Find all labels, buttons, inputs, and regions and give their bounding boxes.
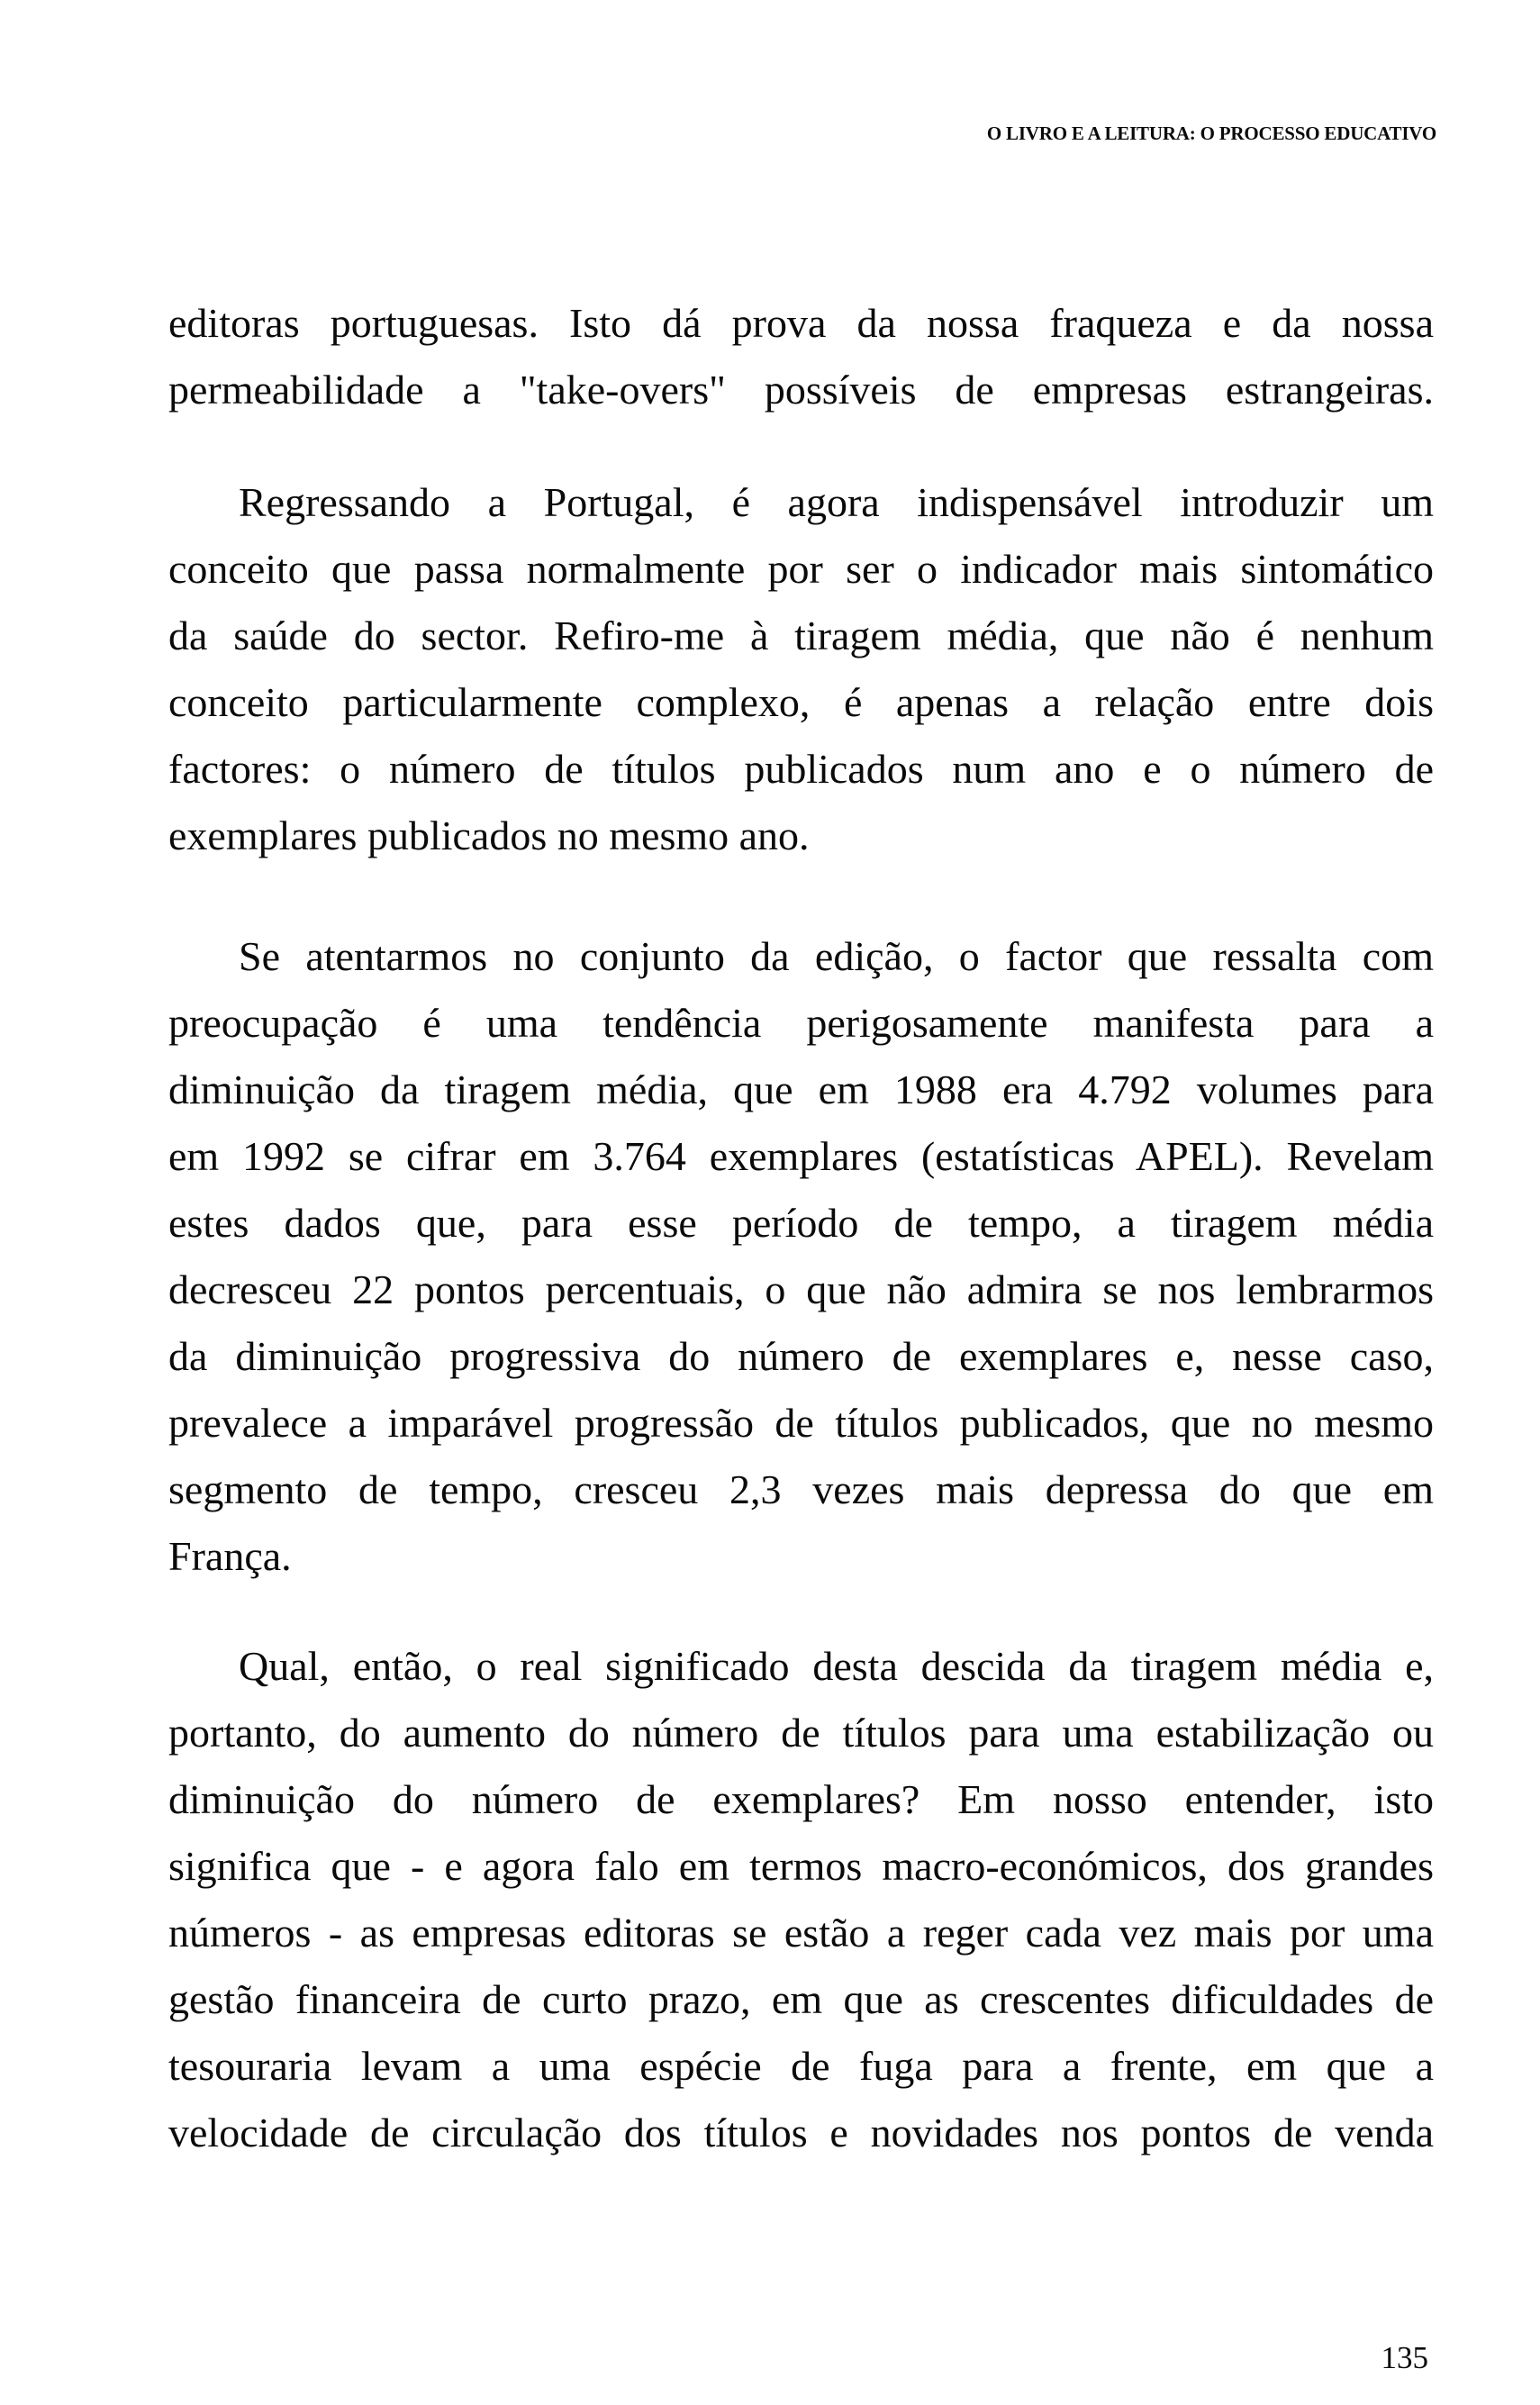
- running-head: O LIVRO E A LEITURA: O PROCESSO EDUCATIVO: [986, 123, 1436, 144]
- text-line: exemplares publicados no mesmo ano.: [168, 812, 810, 858]
- text-line: França.: [168, 1533, 292, 1579]
- text-line: em 1992 se cifrar em 3.764 exemplares (estatísticas APEL). Revelam: [168, 1133, 1434, 1179]
- text-line: portanto, do aumento do número de títulos para uma estabilização ou: [168, 1710, 1434, 1756]
- text-line: prevalece a imparável progressão de títulos publicados, que no mesmo: [168, 1400, 1434, 1446]
- text-line: segmento de tempo, cresceu 2,3 vezes mais depressa do que em: [168, 1466, 1434, 1512]
- text-line: tesouraria levam a uma espécie de fuga para a frente, em que a: [168, 2043, 1434, 2089]
- page-number: 135: [1381, 2340, 1428, 2375]
- paragraph-2: [168, 469, 1434, 869]
- text-line: diminuição do número de exemplares? Em nosso entender, isto: [168, 1776, 1434, 1822]
- text-line: conceito que passa normalmente por ser o indicador mais sintomático: [168, 546, 1434, 592]
- text-line: Qual, então, o real significado desta descida da tiragem média e,: [239, 1643, 1434, 1689]
- text-line: permeabilidade a "take-overs" possíveis de empresas estrangeiras.: [168, 367, 1434, 413]
- paragraph-4: [168, 1633, 1434, 2166]
- paragraph-3: [168, 923, 1434, 1590]
- text-line: preocupação é uma tendência perigosamente manifesta para a: [168, 1000, 1434, 1046]
- text-line: significa que - e agora falo em termos macro-económicos, dos grandes: [168, 1843, 1434, 1889]
- text-line: gestão financeira de curto prazo, em que as crescentes dificuldades de: [168, 1976, 1434, 2022]
- text-line: conceito particularmente complexo, é apenas a relação entre dois: [168, 679, 1434, 725]
- text-line: Regressando a Portugal, é agora indispensável introduzir um: [239, 479, 1434, 525]
- text-line: da saúde do sector. Refiro-me à tiragem média, que não é nenhum: [168, 613, 1434, 658]
- text-line: estes dados que, para esse período de tempo, a tiragem média: [168, 1200, 1434, 1246]
- text-line: números - as empresas editoras se estão a reger cada vez mais por uma: [168, 1910, 1434, 1956]
- paragraph-1: [168, 290, 1434, 423]
- text-line: factores: o número de títulos publicados num ano e o número de: [168, 746, 1434, 792]
- text-line: decresceu 22 pontos percentuais, o que não admira se nos lembrarmos: [168, 1266, 1434, 1312]
- text-line: da diminuição progressiva do número de exemplares e, nesse caso,: [168, 1333, 1434, 1379]
- text-line: velocidade de circulação dos títulos e novidades nos pontos de venda: [168, 2110, 1434, 2155]
- text-line: Se atentarmos no conjunto da edição, o factor que ressalta com: [239, 933, 1434, 979]
- text-line: diminuição da tiragem média, que em 1988 era 4.792 volumes para: [168, 1066, 1434, 1112]
- text-line: editoras portuguesas. Isto dá prova da nossa fraqueza e da nossa: [168, 300, 1434, 346]
